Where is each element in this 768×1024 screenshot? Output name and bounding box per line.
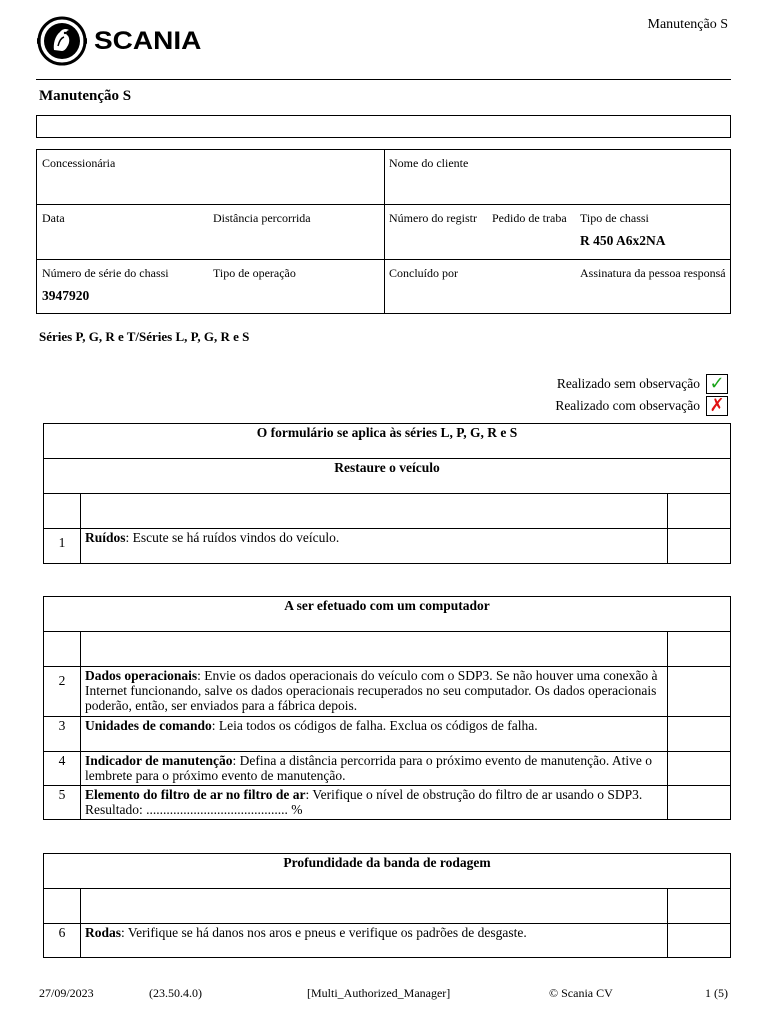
table-row xyxy=(44,786,731,820)
legend-obs-label: Realizado com observação xyxy=(555,398,700,413)
chassis-type-value: R 450 A6x2NA xyxy=(580,233,666,248)
signature-label: Assinatura da pessoa responsá xyxy=(580,266,726,280)
item-description: Dados operacionais: Envie os dados operacionais do veículo com o SDP3. Se não houver uma conexão à Internet funcionando, salve os dados operacionais recuperados no seu computador. Os dados operacionais poderão, então, ser enviados para a fábrica depois. xyxy=(81,667,668,717)
check-cell[interactable] xyxy=(668,494,731,529)
date-label: Data xyxy=(42,211,65,225)
section-restore-vehicle xyxy=(43,423,731,564)
item-description: Unidades de comando: Leia todos os códigos de falha. Exclua os códigos de falha. xyxy=(81,717,668,752)
check-icon: ✓ xyxy=(706,374,728,394)
item-number: 5 xyxy=(44,786,81,820)
footer-date: 27/09/2023 xyxy=(39,986,94,1000)
item-description: Indicador de manutenção: Defina a distância percorrida para o próximo evento de manutenção. Ative o lembrete para o próximo evento de manutenção. xyxy=(81,752,668,786)
check-cell[interactable] xyxy=(668,924,731,958)
registration-number-label: Número do registr xyxy=(389,211,477,225)
blank-field-box[interactable] xyxy=(36,115,731,138)
header-title: Manutenção S xyxy=(647,17,728,32)
legend-ok-label: Realizado sem observação xyxy=(556,376,700,391)
chassis-serial-label: Número de série do chassi xyxy=(42,266,169,280)
distance-label: Distância percorrida xyxy=(213,211,311,225)
table-row xyxy=(44,717,731,752)
item-description: Elemento do filtro de ar no filtro de ar: Verifique o nível de obstrução do filtro de ar usando o SDP3. Resultado: .......................................... % xyxy=(81,786,668,820)
table-row xyxy=(44,752,731,786)
dealer-label: Concessionária xyxy=(42,156,116,170)
document-title: Manutenção S xyxy=(39,88,132,104)
chassis-serial-value: 3947920 xyxy=(42,288,90,303)
vehicle-info-grid xyxy=(36,149,731,314)
footer-copyright: © Scania CV xyxy=(549,986,613,1000)
item-number: 1 xyxy=(44,529,81,564)
table-row xyxy=(44,667,731,717)
completed-by-label: Concluído por xyxy=(389,266,458,280)
check-cell[interactable] xyxy=(668,752,731,786)
section-applies-heading: O formulário se aplica às séries L, P, G, R e S xyxy=(44,424,731,459)
chassis-type-label: Tipo de chassi xyxy=(580,211,649,225)
table-row xyxy=(44,529,731,564)
item-description: Ruídos: Escute se há ruídos vindos do veículo. xyxy=(81,529,668,564)
check-cell[interactable] xyxy=(668,717,731,752)
check-cell[interactable] xyxy=(668,529,731,564)
work-order-label: Pedido de traba xyxy=(492,211,567,225)
section-tread-depth xyxy=(43,853,731,958)
check-cell[interactable] xyxy=(668,632,731,667)
check-cell[interactable] xyxy=(668,889,731,924)
table-row xyxy=(44,924,731,958)
footer-page-number: 1 (5) xyxy=(705,986,728,1000)
item-description: Rodas: Verifique se há danos nos aros e pneus e verifique os padrões de desgaste. xyxy=(81,924,668,958)
legend-observation xyxy=(555,396,728,416)
section-computer xyxy=(43,596,731,820)
scania-logo xyxy=(36,16,202,66)
series-title: Séries P, G, R e T/Séries L, P, G, R e S xyxy=(39,329,250,344)
item-number: 3 xyxy=(44,717,81,752)
client-name-label: Nome do cliente xyxy=(389,156,469,170)
operation-type-label: Tipo de operação xyxy=(213,266,296,280)
section-title: A ser efetuado com um computador xyxy=(44,597,731,632)
check-cell[interactable] xyxy=(668,667,731,717)
header-divider xyxy=(36,79,731,80)
footer-user: [Multi_Authorized_Manager] xyxy=(307,986,451,1000)
legend-ok xyxy=(557,374,728,394)
section-title: Restaure o veículo xyxy=(44,459,731,494)
item-number: 6 xyxy=(44,924,81,958)
item-number: 4 xyxy=(44,752,81,786)
footer-version: (23.50.4.0) xyxy=(149,986,202,1000)
section-title: Profundidade da banda de rodagem xyxy=(44,854,731,889)
scania-griffin-icon xyxy=(36,16,88,66)
grid-divider xyxy=(384,150,385,313)
item-number: 2 xyxy=(44,667,81,717)
cross-icon: ✗ xyxy=(706,396,728,416)
scania-wordmark: SCANIA xyxy=(94,26,202,55)
check-cell[interactable] xyxy=(668,786,731,820)
